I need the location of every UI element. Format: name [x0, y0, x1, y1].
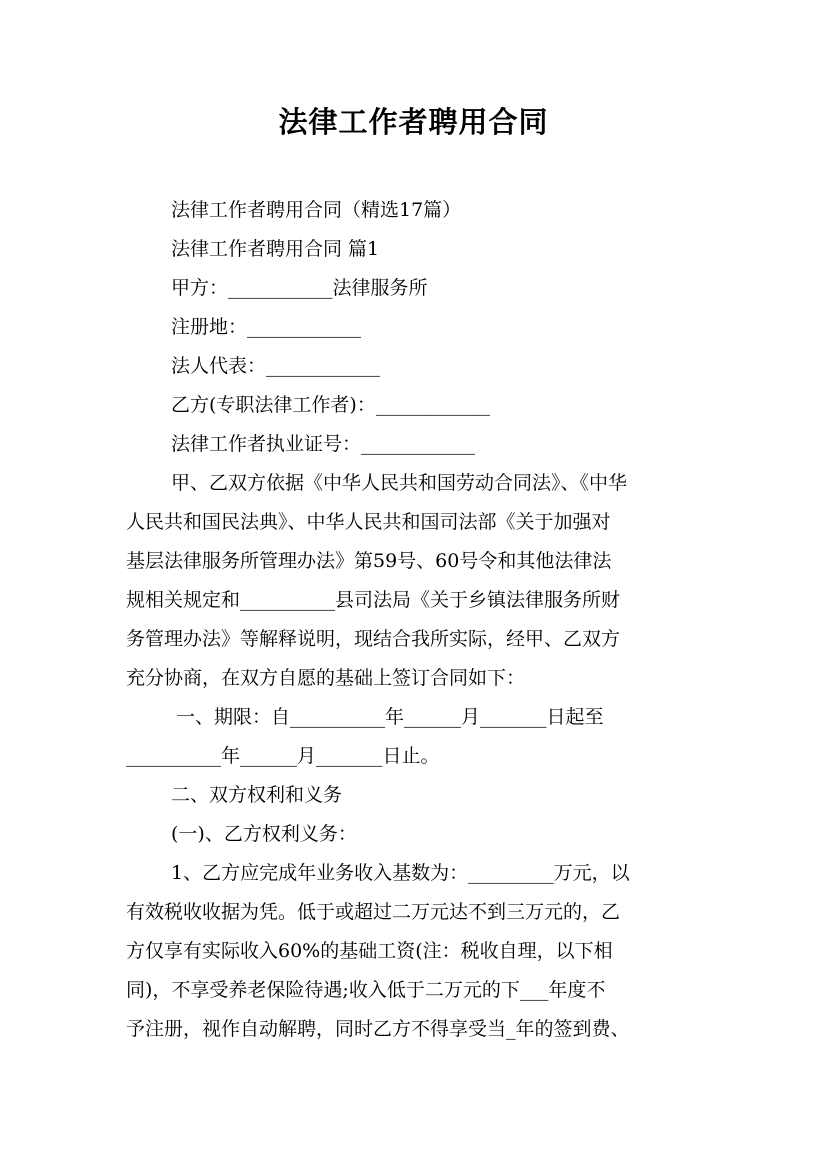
party-b-line: 乙方(专职法律工作者)：____________ [171, 394, 490, 416]
section-heading: 法律工作者聘用合同 篇1 [171, 238, 380, 260]
paragraph-line: 1、乙方应完成年业务收入基数为：_________万元，以 [171, 862, 630, 884]
section-heading: 二、双方权利和义务 [171, 784, 343, 806]
paragraph-line: 务管理办法》等解释说明，现结合我所实际，经甲、乙双方 [126, 628, 621, 650]
document-title: 法律工作者聘用合同 [278, 105, 549, 139]
subtitle-line: 法律工作者聘用合同（精选17篇） [171, 199, 462, 221]
term-clause-line: 一、期限：自__________年______月_______日起至 [176, 706, 604, 728]
paragraph-line: 人民共和国民法典》、中华人民共和国司法部《关于加强对 [126, 511, 611, 533]
paragraph-line: 规相关规定和__________县司法局《关于乡镇法律服务所财 [126, 589, 621, 611]
term-clause-line: __________年______月_______日止。 [126, 745, 440, 767]
paragraph-line: 有效税收收据为凭。低于或超过二万元达不到三万元的，乙 [126, 901, 621, 923]
legal-representative-line: 法人代表：____________ [171, 355, 381, 377]
paragraph-line: 充分协商，在双方自愿的基础上签订合同如下： [126, 667, 526, 689]
paragraph-line: 同)，不享受养老保险待遇;收入低于二万元的下___年度不 [126, 979, 606, 1001]
paragraph-line: 甲、乙双方依据《中华人民共和国劳动合同法》、《中华 [171, 472, 628, 494]
subsection-heading: (一)、乙方权利义务： [171, 823, 357, 845]
paragraph-line: 予注册，视作自动解聘，同时乙方不得享受当_年的签到费、 [126, 1018, 630, 1040]
registered-address-line: 注册地：____________ [171, 316, 362, 338]
party-a-line: 甲方：___________法律服务所 [171, 277, 428, 299]
paragraph-line: 基层法律服务所管理办法》第59号、60号令和其他法律法 [126, 550, 612, 572]
license-number-line: 法律工作者执业证号：____________ [171, 433, 476, 455]
paragraph-line: 方仅享有实际收入60%的基础工资(注：税收自理，以下相 [126, 940, 613, 962]
